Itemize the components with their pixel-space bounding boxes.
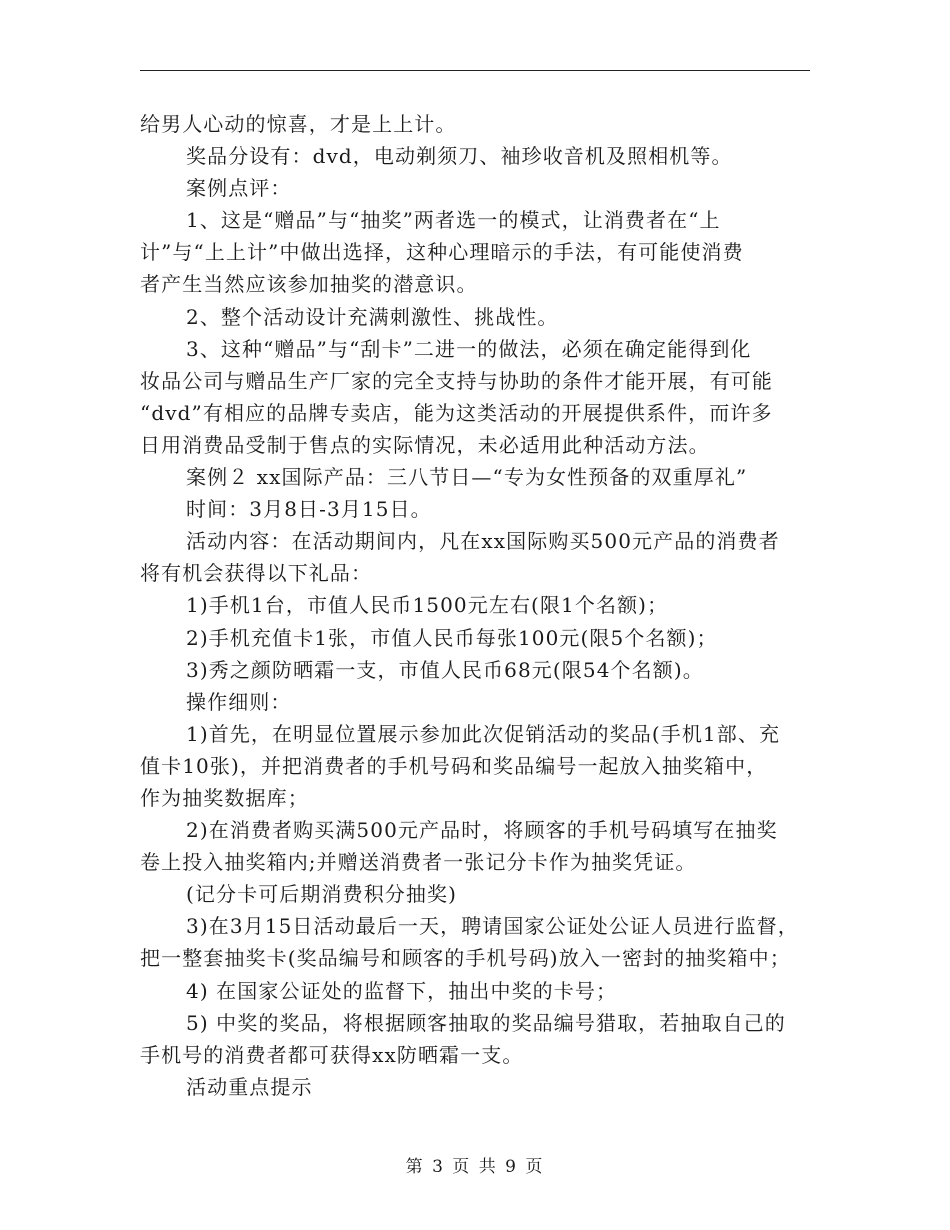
paragraph-line: 将有机会获得以下礼品： <box>140 561 373 586</box>
paragraph-line: 5) 中奖的奖品，将根据顾客抽取的奖品编号猎取，若抽取自己的 <box>186 1010 786 1035</box>
paragraph-line: “dvd”有相应的品牌专卖店，能为这类活动的开展提供系件，而许多 <box>140 400 773 425</box>
header-rule <box>140 70 810 71</box>
paragraph-line: 2)手机充值卡1张，市值人民币每张100元(限5个名额)； <box>186 625 718 650</box>
paragraph-line: 卷上投入抽奖箱内;并赠送消费者一张记分卡作为抽奖凭证。 <box>140 850 697 875</box>
paragraph-line: 3)秀之颜防晒霜一支，市值人民币68元(限54个名额)。 <box>186 657 704 682</box>
paragraph-line: 4) 在国家公证处的监督下，抽出中奖的卡号； <box>186 978 618 1003</box>
page-footer: 第 3 页 共 9 页 <box>405 1157 545 1177</box>
paragraph-line: 日用消费品受制于售点的实际情况，未必适用此种活动方法。 <box>140 432 710 457</box>
paragraph-line: (记分卡可后期消费积分抽奖) <box>186 882 458 907</box>
paragraph-line: 案例点评： <box>186 176 292 201</box>
paragraph-line: 者产生当然应该参加抽奖的潜意识。 <box>140 272 478 297</box>
paragraph-line: 1、这是“赠品”与“抽奖”两者选一的模式，让消费者在“上 <box>186 208 721 233</box>
paragraph-line: 2)在消费者购买满500元产品时，将顾客的手机号码填写在抽奖 <box>186 818 778 843</box>
paragraph-line: 给男人心动的惊喜，才是上上计。 <box>140 112 457 136</box>
paragraph-line: 1)手机1台，市值人民币1500元左右(限1个名额)； <box>186 593 669 618</box>
paragraph-line: 手机号的消费者都可获得xx防晒霜一支。 <box>140 1042 524 1067</box>
paragraph-line: 1)首先，在明显位置展示参加此次促销活动的奖品(手机1部、充 <box>186 721 781 746</box>
paragraph-line: 活动内容：在活动期间内，凡在xx国际购买500元产品的消费者 <box>186 529 780 554</box>
paragraph-line: 把一整套抽奖卡(奖品编号和顾客的手机号码)放入一密封的抽奖箱中； <box>140 946 791 971</box>
paragraph-line: 妆品公司与赠品生产厂家的完全支持与协助的条件才能开展，有可能 <box>140 368 773 393</box>
paragraph-line: 计”与“上上计”中做出选择，这种心理暗示的手法，有可能使消费 <box>140 240 744 265</box>
paragraph-line: 活动重点提示 <box>186 1074 313 1099</box>
paragraph-line: 操作细则： <box>186 689 292 714</box>
paragraph-line: 值卡10张)，并把消费者的手机号码和奖品编号一起放入抽奖箱中， <box>140 753 768 778</box>
paragraph-line: 3、这种“赠品”与“刮卡”二进一的做法，必须在确定能得到化 <box>186 336 752 361</box>
document-body <box>140 108 815 1103</box>
paragraph-line: 3)在3月15日活动最后一天，聘请国家公证处公证人员进行监督， <box>186 914 799 939</box>
paragraph-line: 案例２ xx国际产品：三八节日—“专为女性预备的双重厚礼” <box>186 465 748 490</box>
paragraph-line: 时间：3月8日-3月15日。 <box>186 497 432 522</box>
paragraph-line: 作为抽奖数据库； <box>140 785 309 810</box>
paragraph-line: 2、整个活动设计充满刺激性、挑战性。 <box>186 304 559 329</box>
paragraph-line: 奖品分设有：dvd，电动剃须刀、袖珍收音机及照相机等。 <box>186 144 733 169</box>
